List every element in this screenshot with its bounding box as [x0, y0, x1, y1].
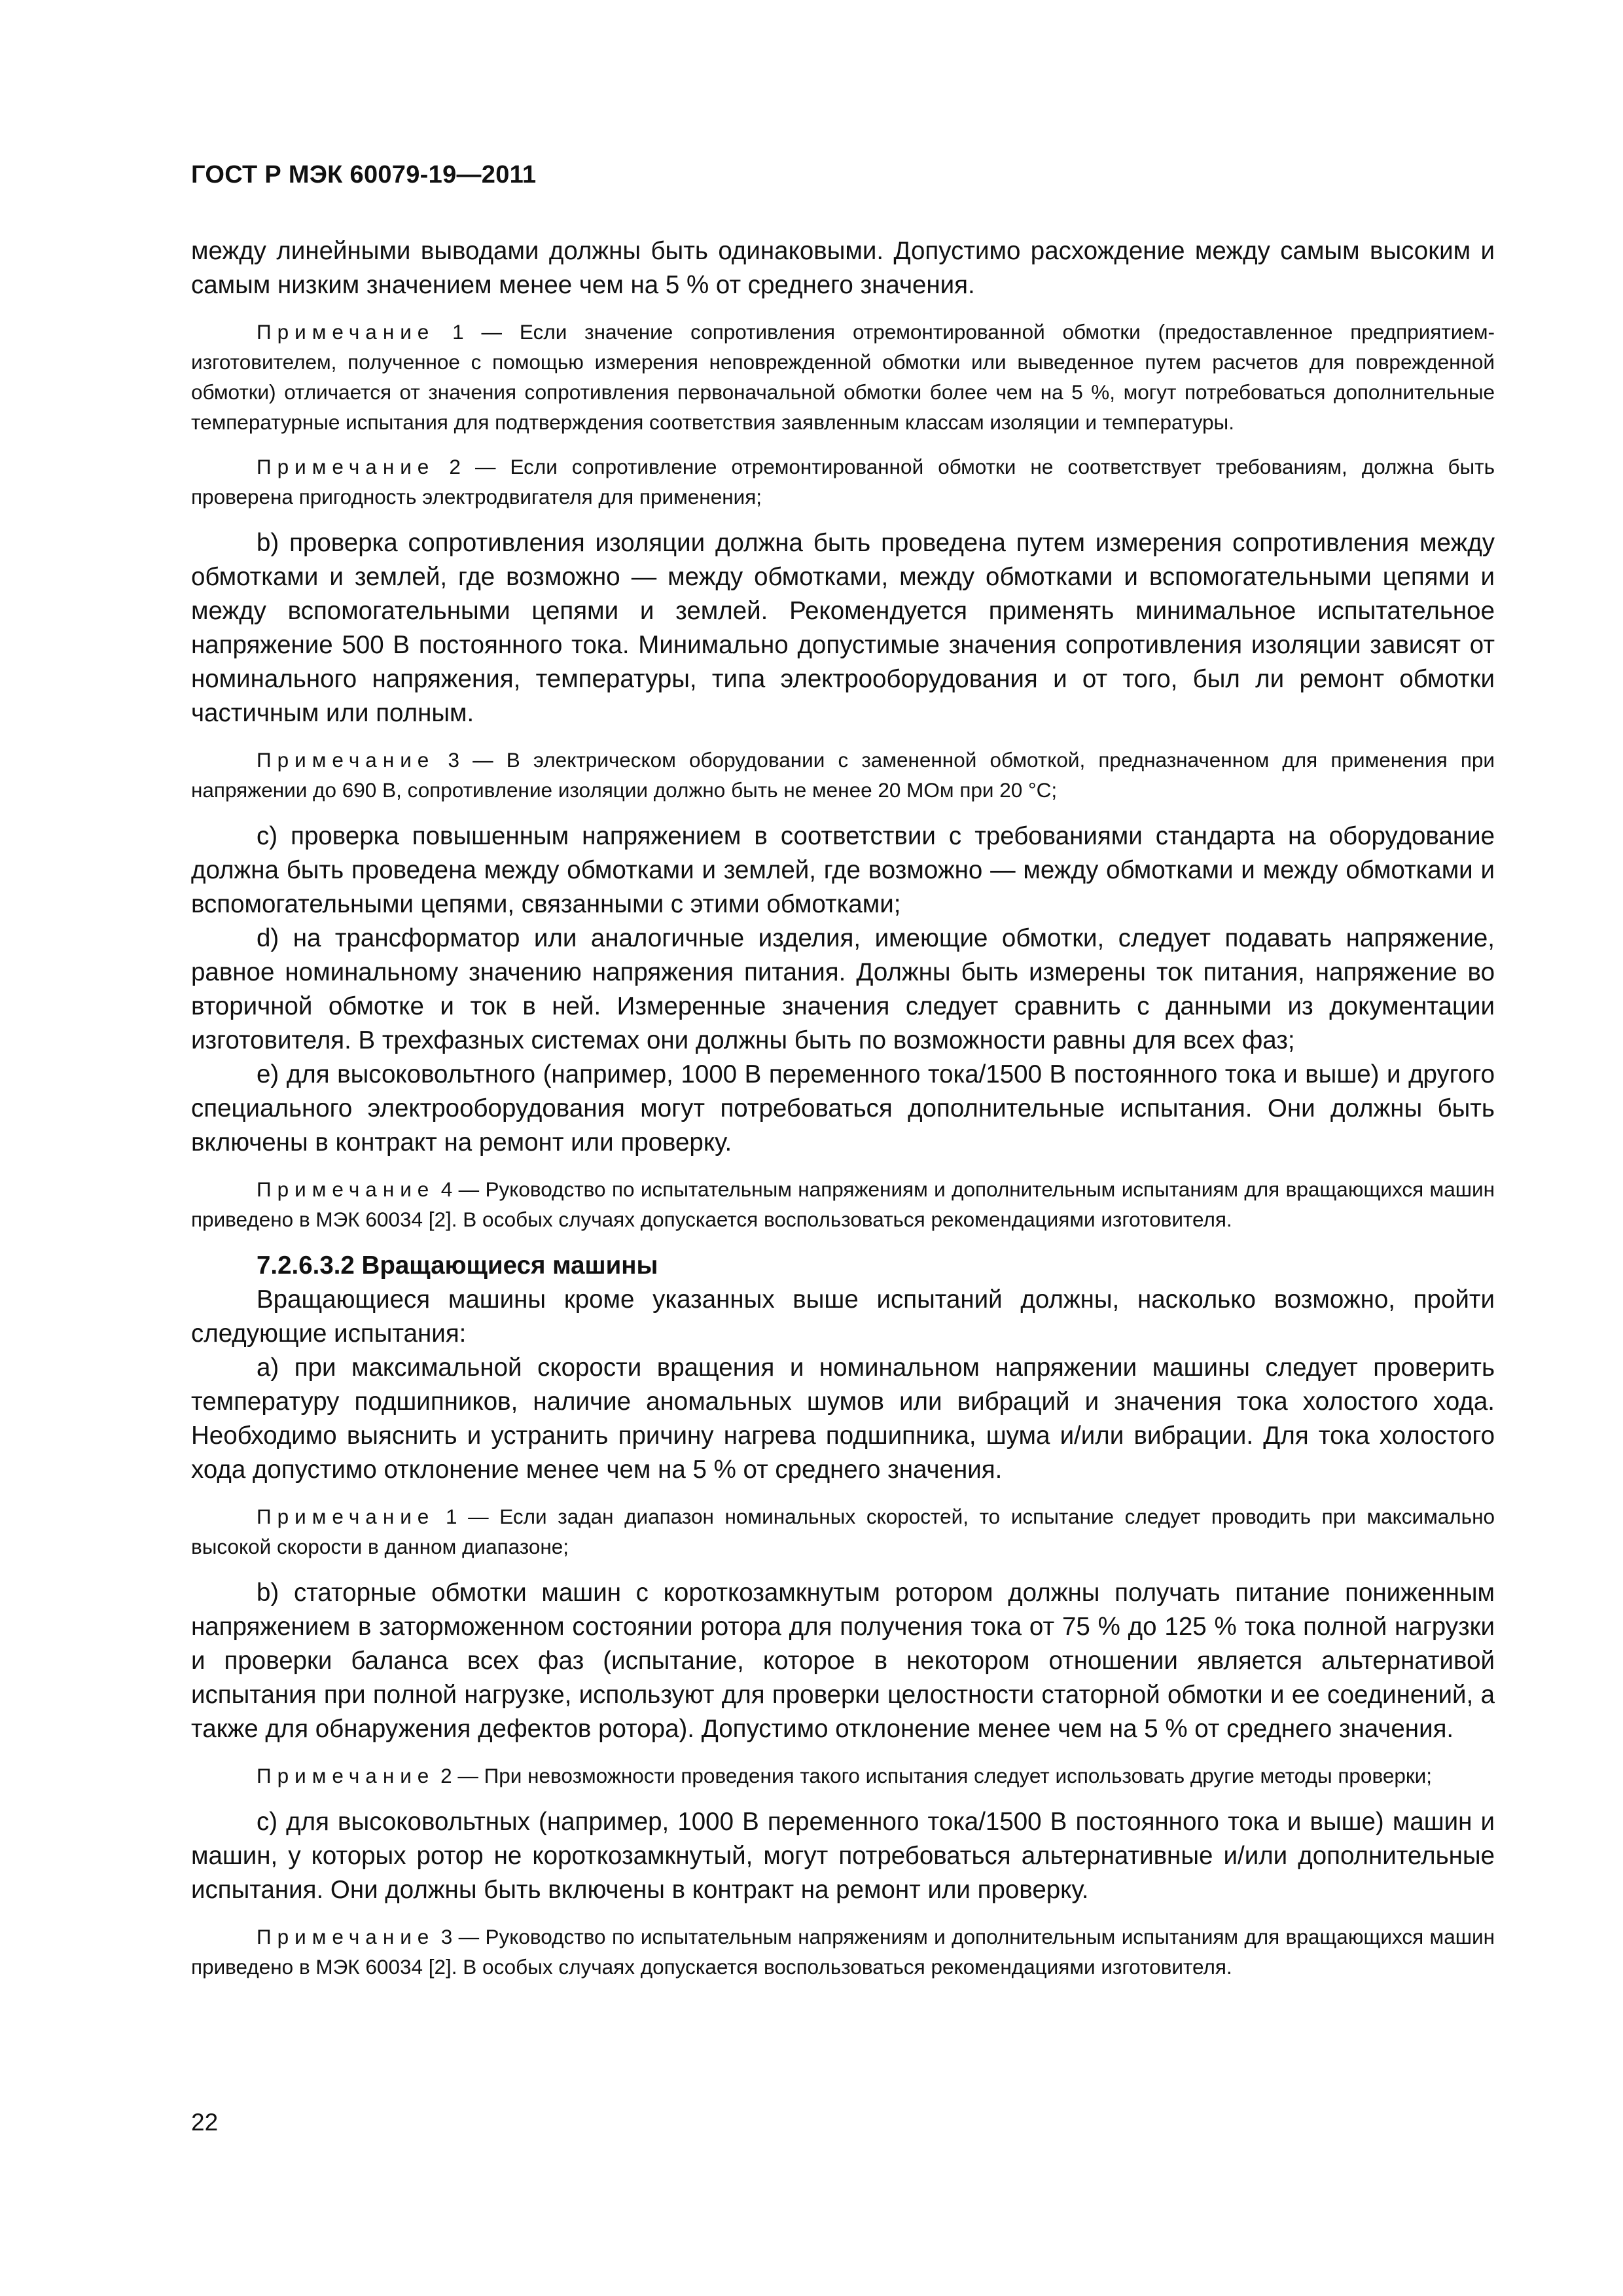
note-text: 4 — Руководство по испытательным напряжениям и дополнительным испытаниям для вращающихся машин приведено в МЭК 60034 [2]. В особых случаях допускается воспользоваться рекомендациями изготовителя. — [191, 1177, 1495, 1231]
note-label: Примечание — [257, 1505, 435, 1528]
document-body — [191, 234, 1495, 1996]
paragraph-rotating-a: a) при максимальной скорости вращения и номинальном напряжении машины следует проверить температуру подшипников, наличие аномальных шумов или вибраций и значения тока холостого хода. Необходимо выяснить и устранить причину нагрева подшипника, шума и/или вибрации. Для тока холостого хода допустимо отклонение менее чем на 5 % от среднего значения. — [191, 1354, 1495, 1484]
note-2 — [191, 452, 1495, 512]
note-label: Примечание — [257, 1177, 435, 1201]
note-rotating-2 — [191, 1761, 1495, 1791]
section-heading: 7.2.6.3.2 Вращающиеся машины — [257, 1251, 658, 1280]
note-label: Примечание — [257, 1764, 435, 1787]
note-text: 3 — Руководство по испытательным напряжениям и дополнительным испытаниям для вращающихся машин приведено в МЭК 60034 [2]. В особых случаях допускается воспользоваться рекомендациями изготовителя. — [191, 1925, 1495, 1979]
note-3 — [191, 745, 1495, 805]
paragraph-d-transformer: d) на трансформатор или аналогичные изделия, имеющие обмотки, следует подавать напряжение, равное номинальному значению напряжения питания. Должны быть измерены ток питания, напряжение во вторичной обмотке и ток в ней. Измеренные значения следует сравнить с данными из документации изготовителя. В трехфазных системах они должны быть по возможности равны для всех фаз; — [191, 924, 1495, 1054]
paragraph-rotating-intro: Вращающиеся машины кроме указанных выше испытаний должны, насколько возможно, пройти следующие испытания: — [191, 1285, 1495, 1348]
note-1 — [191, 317, 1495, 437]
paragraph-rotating-c: c) для высоковольтных (например, 1000 В переменного тока/1500 В постоянного тока и выше) машин и машин, у которых ротор не короткозамкнутый, могут потребоваться альтернативные и/или дополнительные испытания. Они должны быть включены в контракт на ремонт или проверку. — [191, 1808, 1495, 1904]
paragraph-c-high-voltage: c) проверка повышенным напряжением в соответствии с требованиями стандарта на оборудование должна быть проведена между обмотками и землей, где возможно — между обмотками и между обмотками и вспомогательными цепями, связанными с этими обмотками; — [191, 822, 1495, 918]
note-text: 2 — При невозможности проведения такого испытания следует использовать другие методы проверки; — [435, 1764, 1433, 1787]
note-label: Примечание — [257, 1925, 435, 1948]
note-label: Примечание — [257, 320, 435, 344]
note-rotating-1 — [191, 1501, 1495, 1562]
note-text: 1 — Если задан диапазон номинальных скоростей, то испытание следует проводить при максимально высокой скорости в данном диапазоне; — [191, 1505, 1495, 1558]
note-text: 2 — Если сопротивление отремонтированной обмотки не соответствует требованиям, должна быть проверена пригодность электродвигателя для применения; — [191, 455, 1495, 509]
page-number: 22 — [191, 2109, 219, 2136]
paragraph-b-insulation: b) проверка сопротивления изоляции должна быть проведена путем измерения сопротивления между обмотками и землей, где возможно — между обмотками, между обмотками и вспомогательными цепями и между вспомогательными цепями и землей. Рекомендуется применять минимальное испытательное напряжение 500 В постоянного тока. Минимально допустимые значения сопротивления изоляции зависят от номинального напряжения, температуры, типа электрооборудования и от того, был ли ремонт обмотки частичным или полным. — [191, 529, 1495, 727]
note-rotating-3 — [191, 1922, 1495, 1982]
note-label: Примечание — [257, 455, 435, 478]
document-header: ГОСТ Р МЭК 60079-19—2011 — [191, 161, 537, 188]
note-4 — [191, 1174, 1495, 1234]
paragraph-e-special: e) для высоковольтного (например, 1000 В переменного тока/1500 В постоянного тока и выше) и другого специального электрооборудования могут потребоваться дополнительные испытания. Они должны быть включены в контракт на ремонт или проверку. — [191, 1060, 1495, 1157]
paragraph-rotating-b: b) статорные обмотки машин с короткозамкнутым ротором должны получать питание пониженным напряжением в заторможенном состоянии ротора для получения тока от 75 % до 125 % тока полной нагрузки и проверки баланса всех фаз (испытание, которое в некотором отношении является альтернативой испытания при полной нагрузке, используют для проверки целостности статорной обмотки и ее соединений, а также для обнаружения дефектов ротора). Допустимо отклонение менее чем на 5 % от среднего значения. — [191, 1579, 1495, 1743]
note-text: 3 — В электрическом оборудовании с замененной обмоткой, предназначенном для применения при напряжении до 690 В, сопротивление изоляции должно быть не менее 20 МОм при 20 °С; — [191, 748, 1495, 802]
note-text: 1 — Если значение сопротивления отремонтированной обмотки (предоставленное предприятием-изготовителем, полученное с помощью измерения неповрежденной обмотки или выведенное путем расчетов для поврежденной обмотки) отличается от значения сопротивления первоначальной обмотки более чем на 5 %, могут потребоваться дополнительные температурные испытания для подтверждения соответствия заявленным классам изоляции и температуры. — [191, 320, 1495, 434]
note-label: Примечание — [257, 748, 435, 772]
paragraph-intro: между линейными выводами должны быть одинаковыми. Допустимо расхождение между самым высоким и самым низким значением менее чем на 5 % от среднего значения. — [191, 237, 1495, 299]
